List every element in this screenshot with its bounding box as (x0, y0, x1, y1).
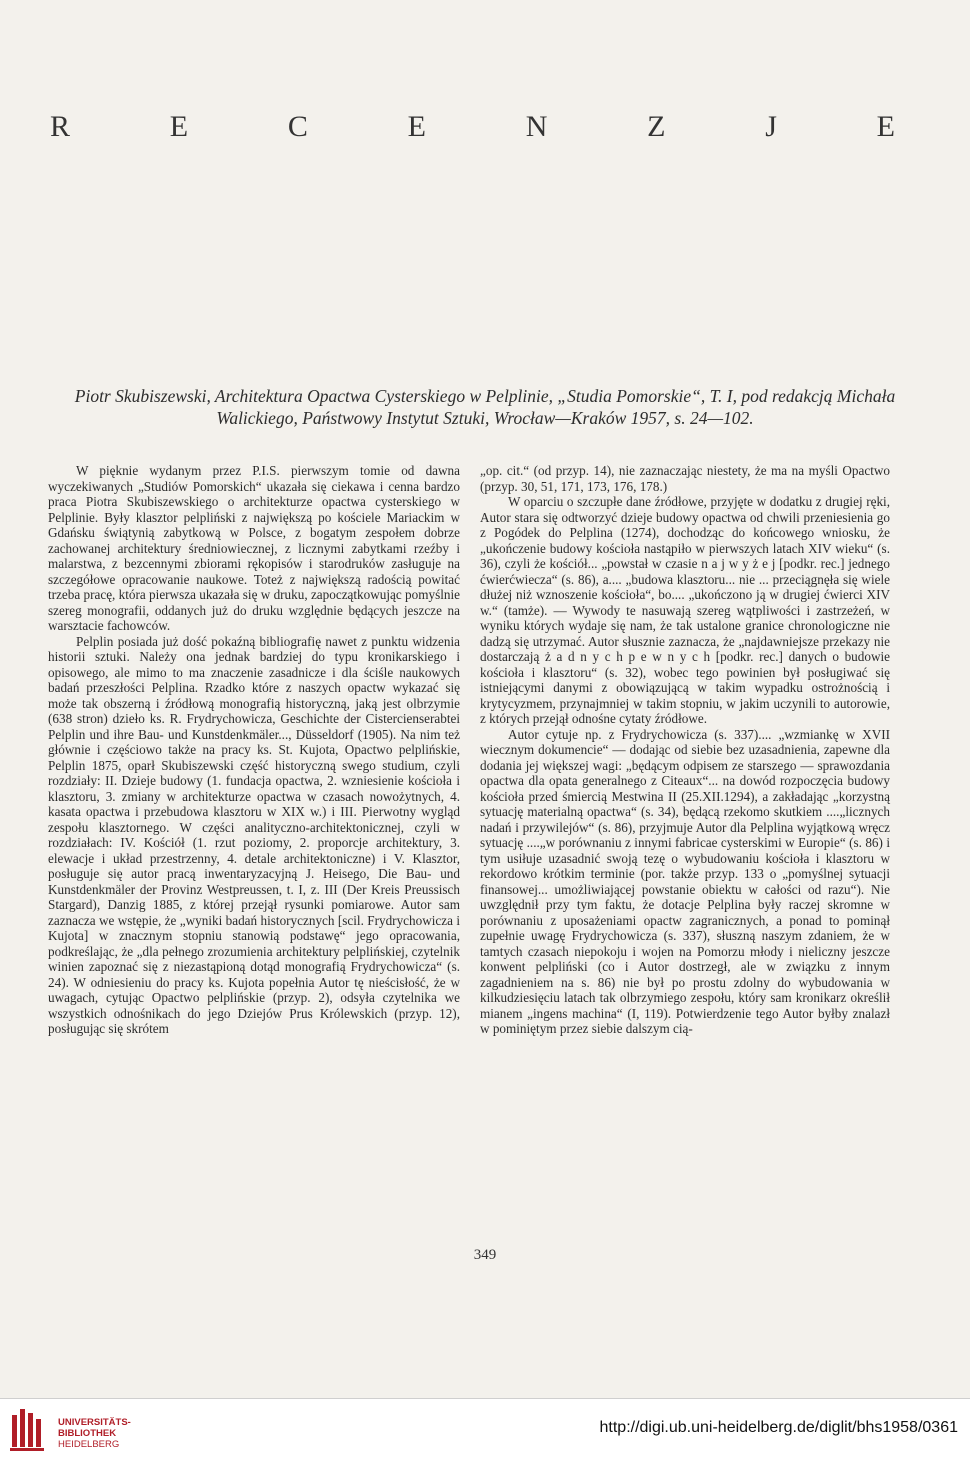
source-url-link[interactable]: http://digi.ub.uni-heidelberg.de/diglit/bhs1958/0361 (599, 1419, 958, 1436)
paragraph: Pelplin posiada już dość pokaźną bibliografię nawet z punktu widzenia historii sztuki. Należy ona jednak bardziej do typu kronikarskiego i opisowego, ale mimo to ma znaczenie zasadnicze i dla ściśle naukowych badań przeszłości Pelplina. Rzadko które z naszych opactw wykazać się może tak obszerną i źródłową monografią historyczną, jaką jest olbrzymie (638 stron) dzieło ks. R. Frydrychowicza, Geschichte der Cistercienserabtei Pelplin und ihre Bau- und Kunstdenkmäler..., Düsseldorf (1905). Na nim też głównie i częściowo także na pracy ks. St. Kujota, Opactwo pelplińskie, Pelplin 1875, oparł Skubiszewski część historyczną swego studium, czyli rozdziały: II. Dzieje budowy (1. fundacja opactwa, 2. wzniesienie kościoła i klasztoru, 3. zmiany w architekturze opactwa w czasach nowożytnych, 4. kasata opactwa i przebudowa klasztoru w XIX w.) i III. Pierwotny wygląd zespołu klasztornego. W części analityczno-architektonicznej, czyli w rozdziałach: IV. Kościół (1. rzut poziomy, 2. proporcje architektury, 3. elewacje i układ przestrzenny, 4. detale architektoniczne) i V. Klasztor, posługuje się autor pracą inwentaryzacyjną J. Heisego, Die Bau- und Kunstdenkmäler der Provinz Westpreussen, t. I, z. III (Der Kreis Preussisch Stargard), Danzig 1885, z której przejął rysunki pomiarowe. Autor sam zaznacza we wstępie, że „wyniki badań historycznych [scil. Frydrychowicza i Kujota] w znacznym stopniu stanowią podstawę“ jego opracowania, podkreślając, że „dla pełnego zrozumienia architektury pelplińskiej, czytelnik winien zapoznać się z niezastąpioną dotąd monografią Frydrychowicza“ (s. 24). W odniesieniu do pracy ks. Kujota popełnia Autor tę nieścisłość, że w uwagach, cytując Opactwo pelplińskie (przyp. 2), odsyła czytelnika we wszystkich odnośnikach do jego Dziejów Prus Królewskich (przyp. 12), posługując się skrótem (48, 633, 460, 1036)
footer-bar (0, 1398, 970, 1465)
paragraph: „op. cit.“ (od przyp. 14), nie zaznaczając niestety, że ma na myśli Opactwo (przyp. 30, 51, 171, 173, 176, 178.) (480, 463, 890, 494)
heading-letter: R (50, 110, 71, 143)
heading-letter: N (525, 110, 548, 143)
section-heading (50, 110, 895, 144)
logo-text-line2: BIBLIOTHEK (58, 1428, 117, 1439)
heading-letter: Z (647, 110, 666, 143)
library-emblem-icon (8, 1405, 48, 1455)
logo-text-line1: UNIVERSITÄTS- (58, 1417, 131, 1428)
heading-letter: C (287, 110, 308, 143)
heading-letter: J (765, 110, 777, 143)
heading-letter: E (876, 110, 895, 143)
paragraph: Autor cytuje np. z Frydrychowicza (s. 337).... „wzmiankę w XVII wiecznym dokumencie“ — dodając od siebie bez uzasadnienia, zapewne dla dodania jej większej wagi: „będącym odpisem ze starszego — sprawozdania opactwa dla opata generalnego z Citeaux“... na dowód rozpoczęcia budowy kościoła przed śmiercią Mestwina II (25.XII.1294), a zakładając „korzystną sytuację materialną opactwa“ (s. 34), będącą rzekomo skutkiem ....„licznych nadań i przywilejów“ (s. 86), przyjmuje Autor dla Pelplina wyjątkową wręcz sytuację ....„w porównaniu z innymi fabricae cysterskimi w Europie“ (s. 86) i tym usiłuje uzasadnić swoją tezę o wybudowaniu kościoła i klasztoru w rekordowo krótkim terminie (por. także przyp. 133 o „pomyślnej sytuacji finansowej... umożliwiającej powstanie obiektu w całości od razu“). Nie uwzględnił przy tym faktu, że dotacje Pelplina były raczej skromne w porównaniu z uposażeniami opactw zagranicznych, a ponad to pominął zupełnie uwagę Frydrychowicza (s. 337), słuszną naszym zdaniem, że w tamtych czasach niepokoju i wojen na Pomorzu młody i nieliczny jeszcze konwent pelpliński (co i Autor dostrzegł, ale w związku z innym zagadnieniem na s. 86) nie był po prostu zdolny do wybudowania w kilkudziesięciu latach tak olbrzymiego zespołu, który sam kronikarz określił mianem „ingens machina“ (I, 119). Potwierdzenie tego Autor byłby znalazł w pominiętym przez siebie dalszym cią- (480, 726, 890, 1036)
page-number: 349 (473, 1247, 497, 1263)
heading-letter: E (169, 110, 189, 143)
review-title: Piotr Skubiszewski, Architektura Opactwa Cysterskiego w Pelplinie, „Studia Pomorskie“, T. I, pod redakcją Michała Walickiego, Państwowy Instytut Sztuki, Wrocław—Kraków 1957, s. 24—102. (74, 386, 896, 428)
paragraph: W pięknie wydanym przez P.I.S. pierwszym tomie od dawna wyczekiwanych „Studiów Pomorskich“ ukazała się ciekawa i cenna bardzo praca Piotra Skubiszewskiego o architekturze opactwa cysterskiego w Pelplinie. Były klasztor pelpliński z największą po kościele Mariackim w Gdańsku świątynią zabytkową w Polsce, z bogatym zespołem dobrze zachowanej architektury średniowiecznej, z licznymi zabytkami rzeźby i malarstwa, z bezcennymi zbiorami rękopisów i starodruków zasługuje na szczegółowe opracowanie naukowe. Toteż z największą radością powitać trzeba pracę, która pierwsza ukazała się w druku, zapoczątkowując pomyślnie szereg monografii, oddanych już do druku względnie będących jeszcze na warsztacie fachowców. (48, 463, 460, 633)
logo-text-line3: HEIDELBERG (58, 1439, 120, 1450)
paragraph: W oparciu o szczupłe dane źródłowe, przyjęte w dodatku z drugiej ręki, Autor stara się odtworzyć dzieje budowy opactwa od chwili przeniesienia go z Pogódek do Pelplina (1274), dochodząc do końcowego wniosku, że „ukończenie budowy kościoła nastąpiło w pierwszych latach XIV wieku“ (s. 36), czyli że kościół... „powstał w czasie n a j w y ż e j [podkr. rec.] jednego ćwierćwiecza“ (s. 86), a.... „budowa klasztoru... nie ... przeciągnęła się wiele dłużej niż wznoszenie kościoła“, bo.... „ukończono ją w drugiej ćwierci XIV w.“ (tamże). — Wywody te nasuwają szereg wątpliwości i zastrzeżeń, w wyniku których wydaje się nam, że tak ustalone granice chronologiczne nie dadzą się utrzymać. Autor słusznie zaznacza, że „najdawniejsze przekazy nie dostarczają ż a d n y c h p e w n y c h [podkr. rec.] danych o budowie kościoła i klasztoru“ (s. 32), wobec tego powinien był posługiwać się istniejącymi danymi z obowiązującą w takim wypadku ostrożnością i krytycyzmem, przynajmniej w takim stopniu, w jakim uczynili to autorowie, z których przejął odnośne cytaty źródłowe. (480, 494, 890, 726)
left-column (48, 463, 460, 1037)
right-column (480, 463, 890, 1037)
library-logo[interactable] (8, 1405, 208, 1457)
heading-letter: E (407, 110, 426, 143)
